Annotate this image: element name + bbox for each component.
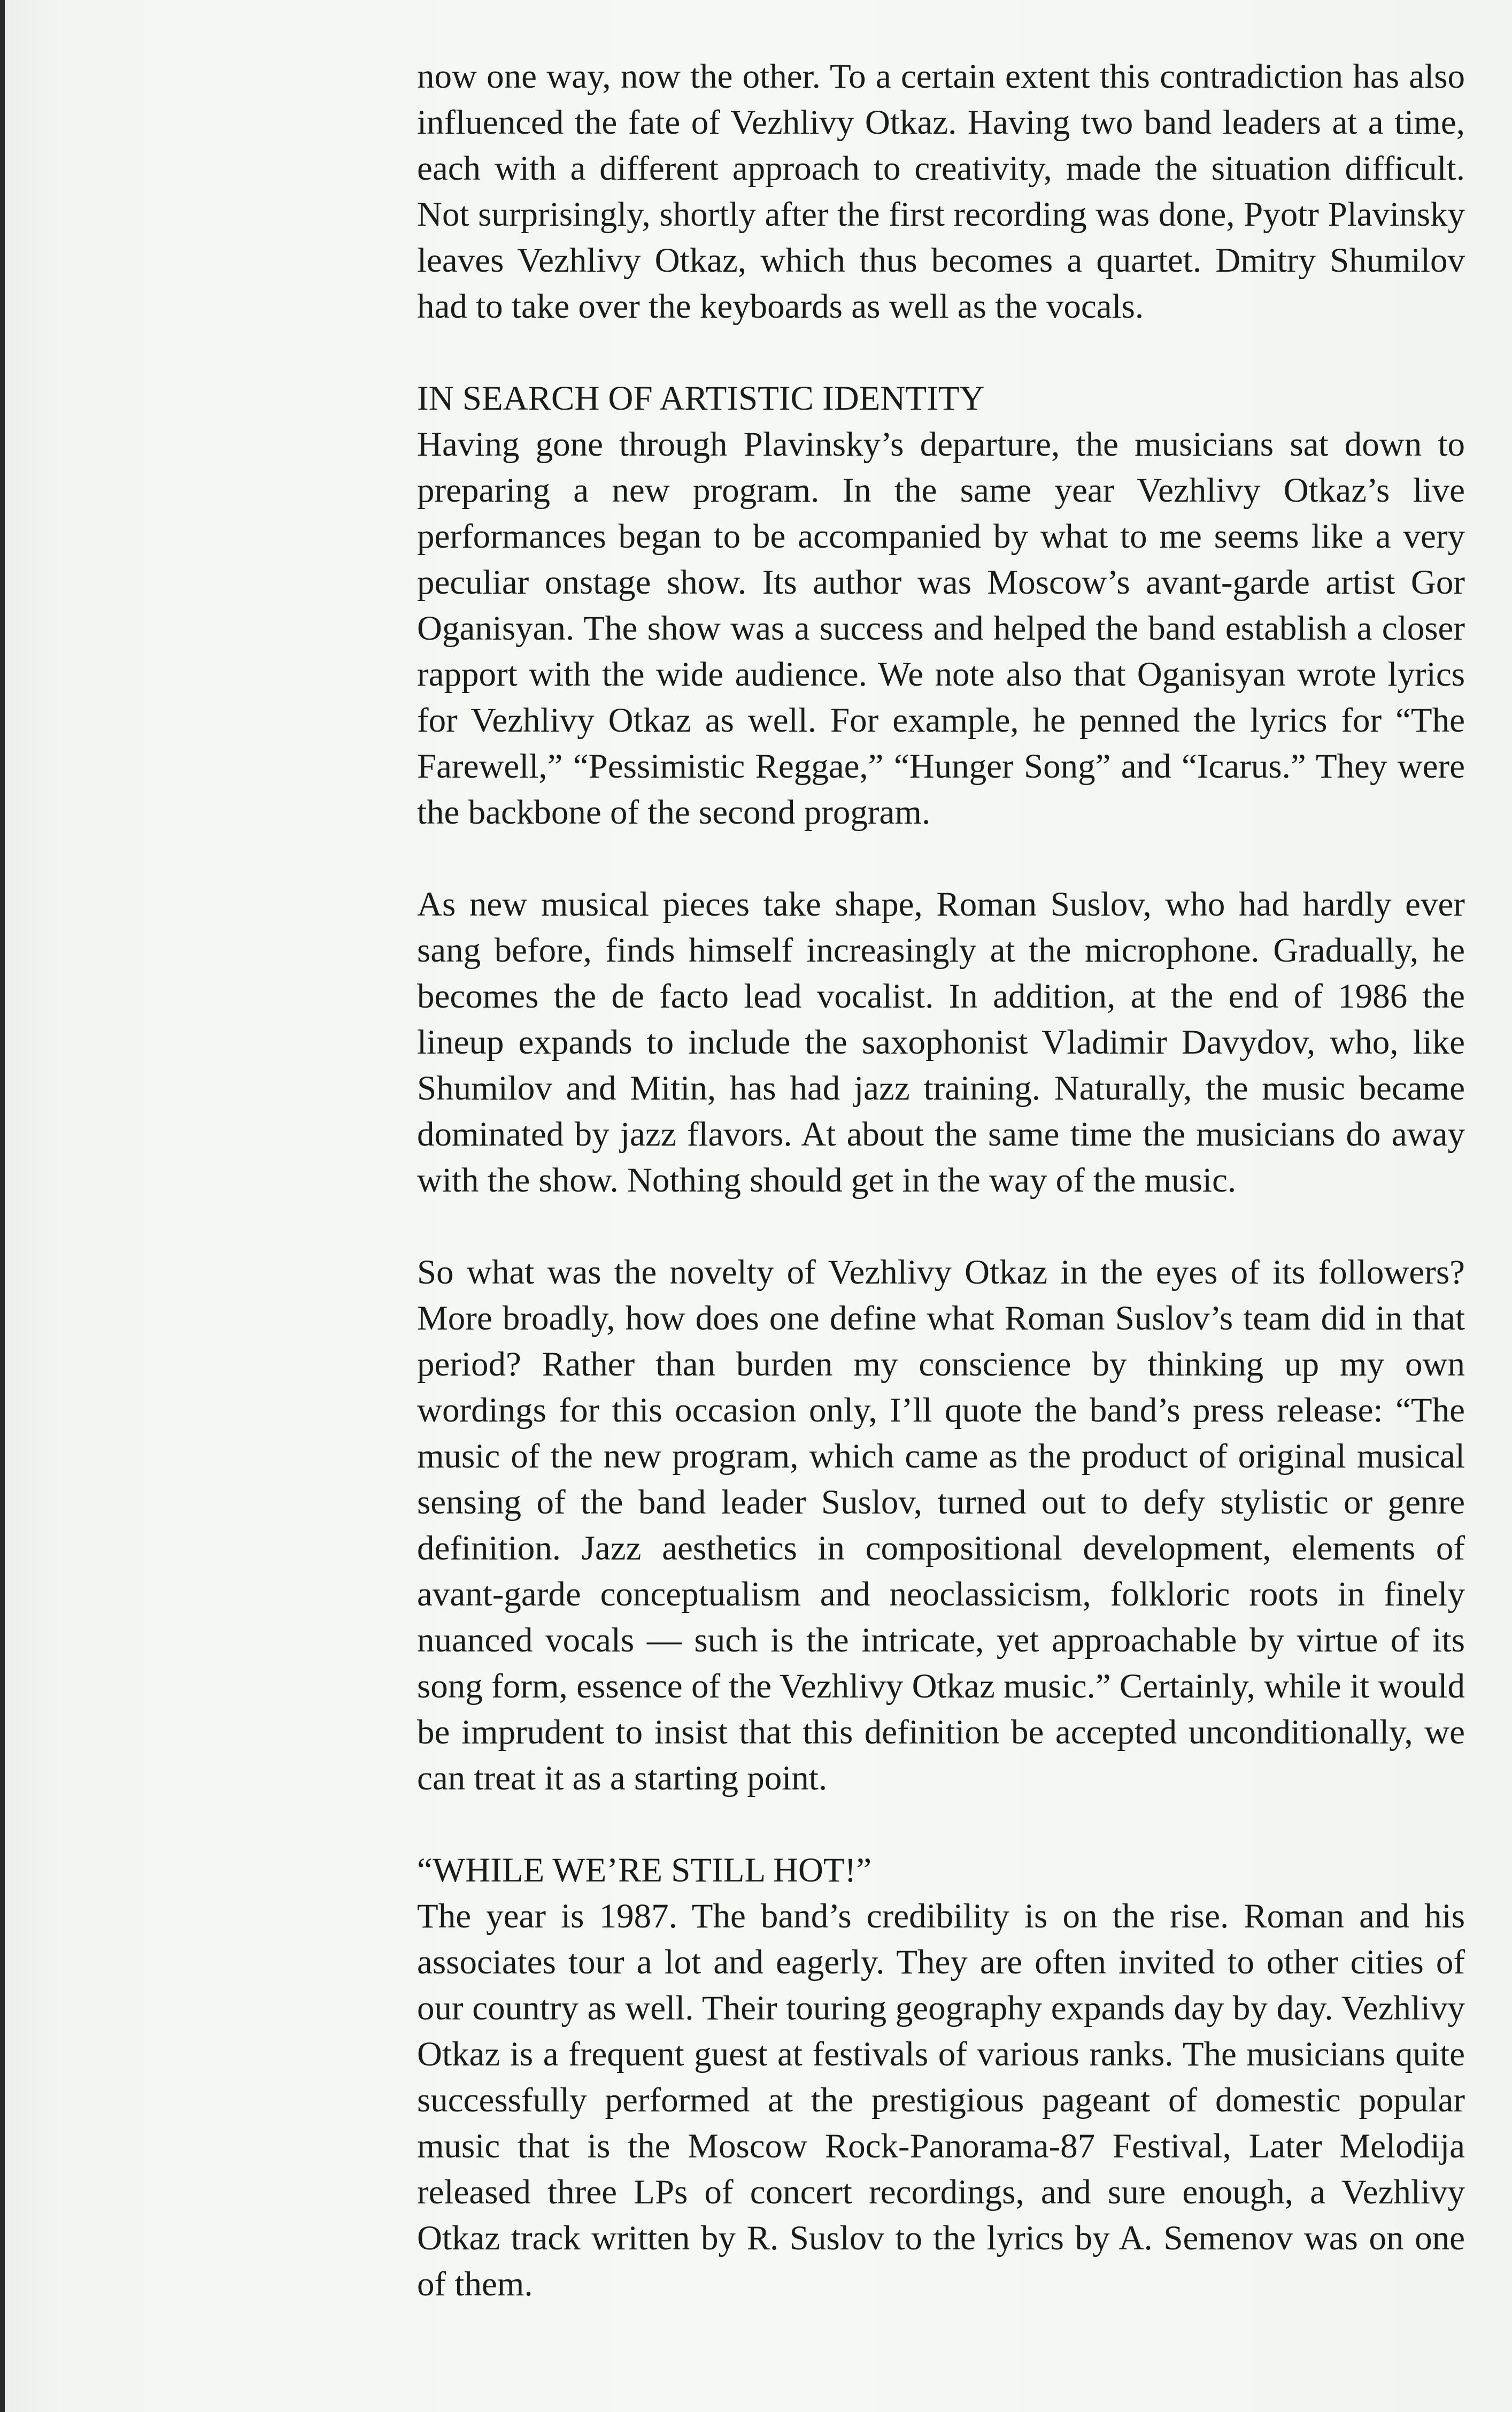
paragraph-gap <box>417 1801 1465 1847</box>
intro-paragraph: now one way, now the other. To a certain extent this contradiction has also influenced the fate of Vezhlivy Otkaz. Having two band leaders at a time, each with a different approach to creativity, made the situation difficult. Not surprisingly, shortly after the first recording was done, Pyotr Plavinsky leaves Vezhlivy Otkaz, which thus becomes a quartet. Dmitry Shumilov had to take over the keyboards as well as the vocals. <box>417 57 1465 326</box>
section2-paragraph-1: The year is 1987. The band’s credibility is on the rise. Roman and his associates tour a lot and eagerly. They are often invited to other cities of our country as well. Their touring geography expands day by day. Vezhlivy Otkaz is a frequent guest at festivals of various ranks. The musicians quite successfully performed at the prestigious pageant of domestic popular music that is the Moscow Rock-Panorama-87 Festival, Later Melodija released three LPs of concert recordings, and sure enough, a Vezhlivy Otkaz track written by R. Suslov to the lyrics by A. Semenov was on one of them. <box>417 1897 1465 2303</box>
section1-paragraph-3: So what was the novelty of Vezhlivy Otkaz in the eyes of its followers? More broadly, how does one define what Roman Suslov’s team did in that period? Rather than burden my conscience by thinking up my own wordings for this occasion only, I’ll quote the band’s press release: “The music of the new program, which came as the product of original musical sensing of the band leader Suslov, turned out to defy stylistic or genre definition. Jazz aesthetics in compositional development, elements of avant-garde conceptualism and neoclassicism, folkloric roots in finely nuanced vocals — such is the intricate, yet approachable by virtue of its song form, essence of the Vezhlivy Otkaz music.” Certainly, while it would be imprudent to insist that this definition be accepted unconditionally, we can treat it as a starting point. <box>417 1253 1465 1798</box>
section-heading-still-hot: “WHILE WE’RE STILL HOT!” <box>417 1851 872 1889</box>
paragraph-gap <box>417 835 1465 881</box>
section1-paragraph-2: As new musical pieces take shape, Roman Suslov, who had hardly ever sang before, finds himself increasingly at the microphone. Gradually, he becomes the de facto lead vocalist. In addition, at the end of 1986 the lineup expands to include the saxophonist Vladimir Davydov, who, like Shumilov and Mitin, has had jazz training. Naturally, the music became dominated by jazz flavors. At about the same time the musicians do away with the show. Nothing should get in the way of the music. <box>417 885 1465 1200</box>
page-binding-edge <box>0 0 5 2412</box>
article-body <box>417 53 1465 2307</box>
paragraph-gap <box>417 1203 1465 1249</box>
paragraph-gap <box>417 329 1465 375</box>
section-heading-artistic-identity: IN SEARCH OF ARTISTIC IDENTITY <box>417 379 985 418</box>
section1-paragraph-1: Having gone through Plavinsky’s departure, the musicians sat down to preparing a new program. In the same year Vezhlivy Otkaz’s live performances began to be accompanied by what to me seems like a very peculiar onstage show. Its author was Moscow’s avant-garde artist Gor Oganisyan. The show was a success and helped the band establish a closer rapport with the wide audience. We note also that Oganisyan wrote lyrics for Vezhlivy Otkaz as well. For example, he penned the lyrics for “The Farewell,” “Pessimistic Reggae,” “Hunger Song” and “Icarus.” They were the backbone of the second program. <box>417 425 1465 832</box>
